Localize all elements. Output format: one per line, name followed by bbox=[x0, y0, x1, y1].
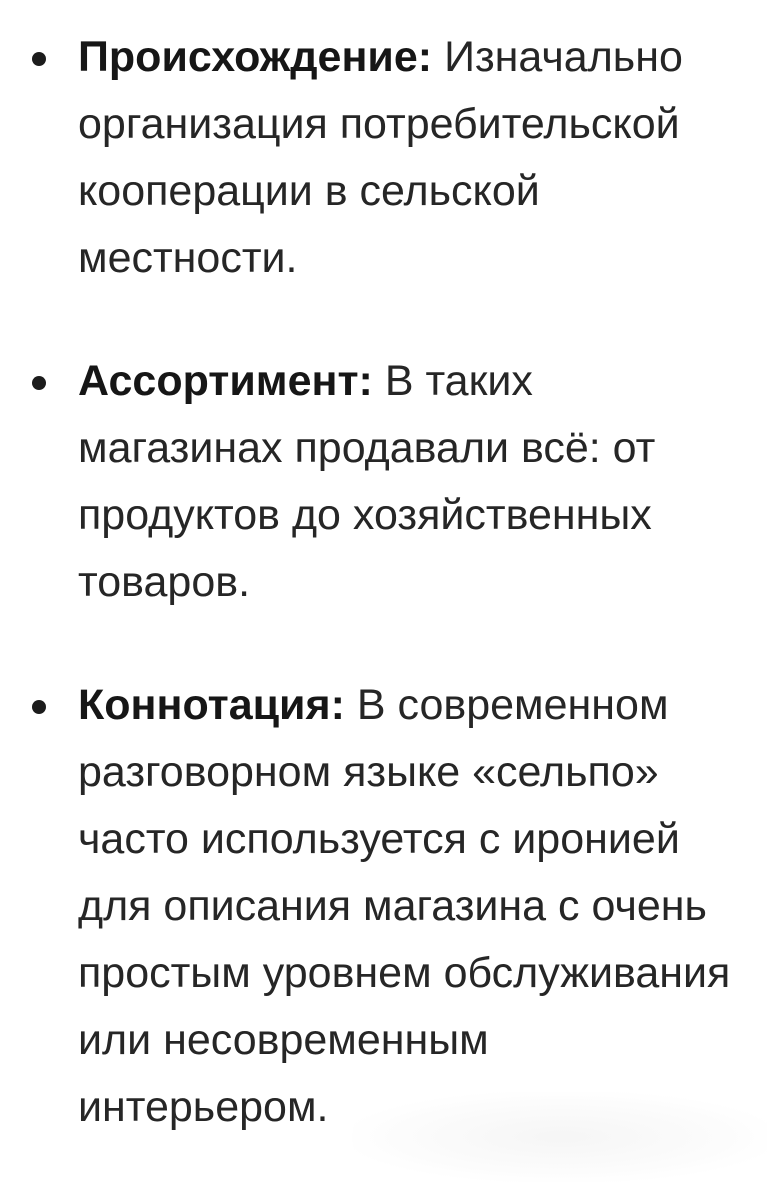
fade-overlay bbox=[352, 1092, 767, 1182]
list-item-origin bbox=[0, 24, 767, 292]
term-label: Происхождение: bbox=[78, 33, 433, 81]
term-label: Коннотация: bbox=[78, 681, 345, 729]
term-description: В современном разговорном языке «сельпо» часто используется с иронией для описания магазина с очень простым уровнем обслуживания или несовременным интерьером. bbox=[78, 681, 731, 1131]
term-description: В таких магазинах продавали всё: от продуктов до хозяйственных товаров. bbox=[78, 357, 656, 606]
list-item-assortment bbox=[0, 348, 767, 616]
bullet-dot-icon bbox=[32, 376, 46, 390]
bullet-dot-icon bbox=[32, 700, 46, 714]
list-item-connotation bbox=[0, 672, 767, 1141]
bullet-list bbox=[0, 24, 767, 1197]
term-description: Изначально организация потребительской кооперации в сельской местности. bbox=[78, 33, 683, 282]
bullet-dot-icon bbox=[32, 52, 46, 66]
term-label: Ассортимент: bbox=[78, 357, 373, 405]
